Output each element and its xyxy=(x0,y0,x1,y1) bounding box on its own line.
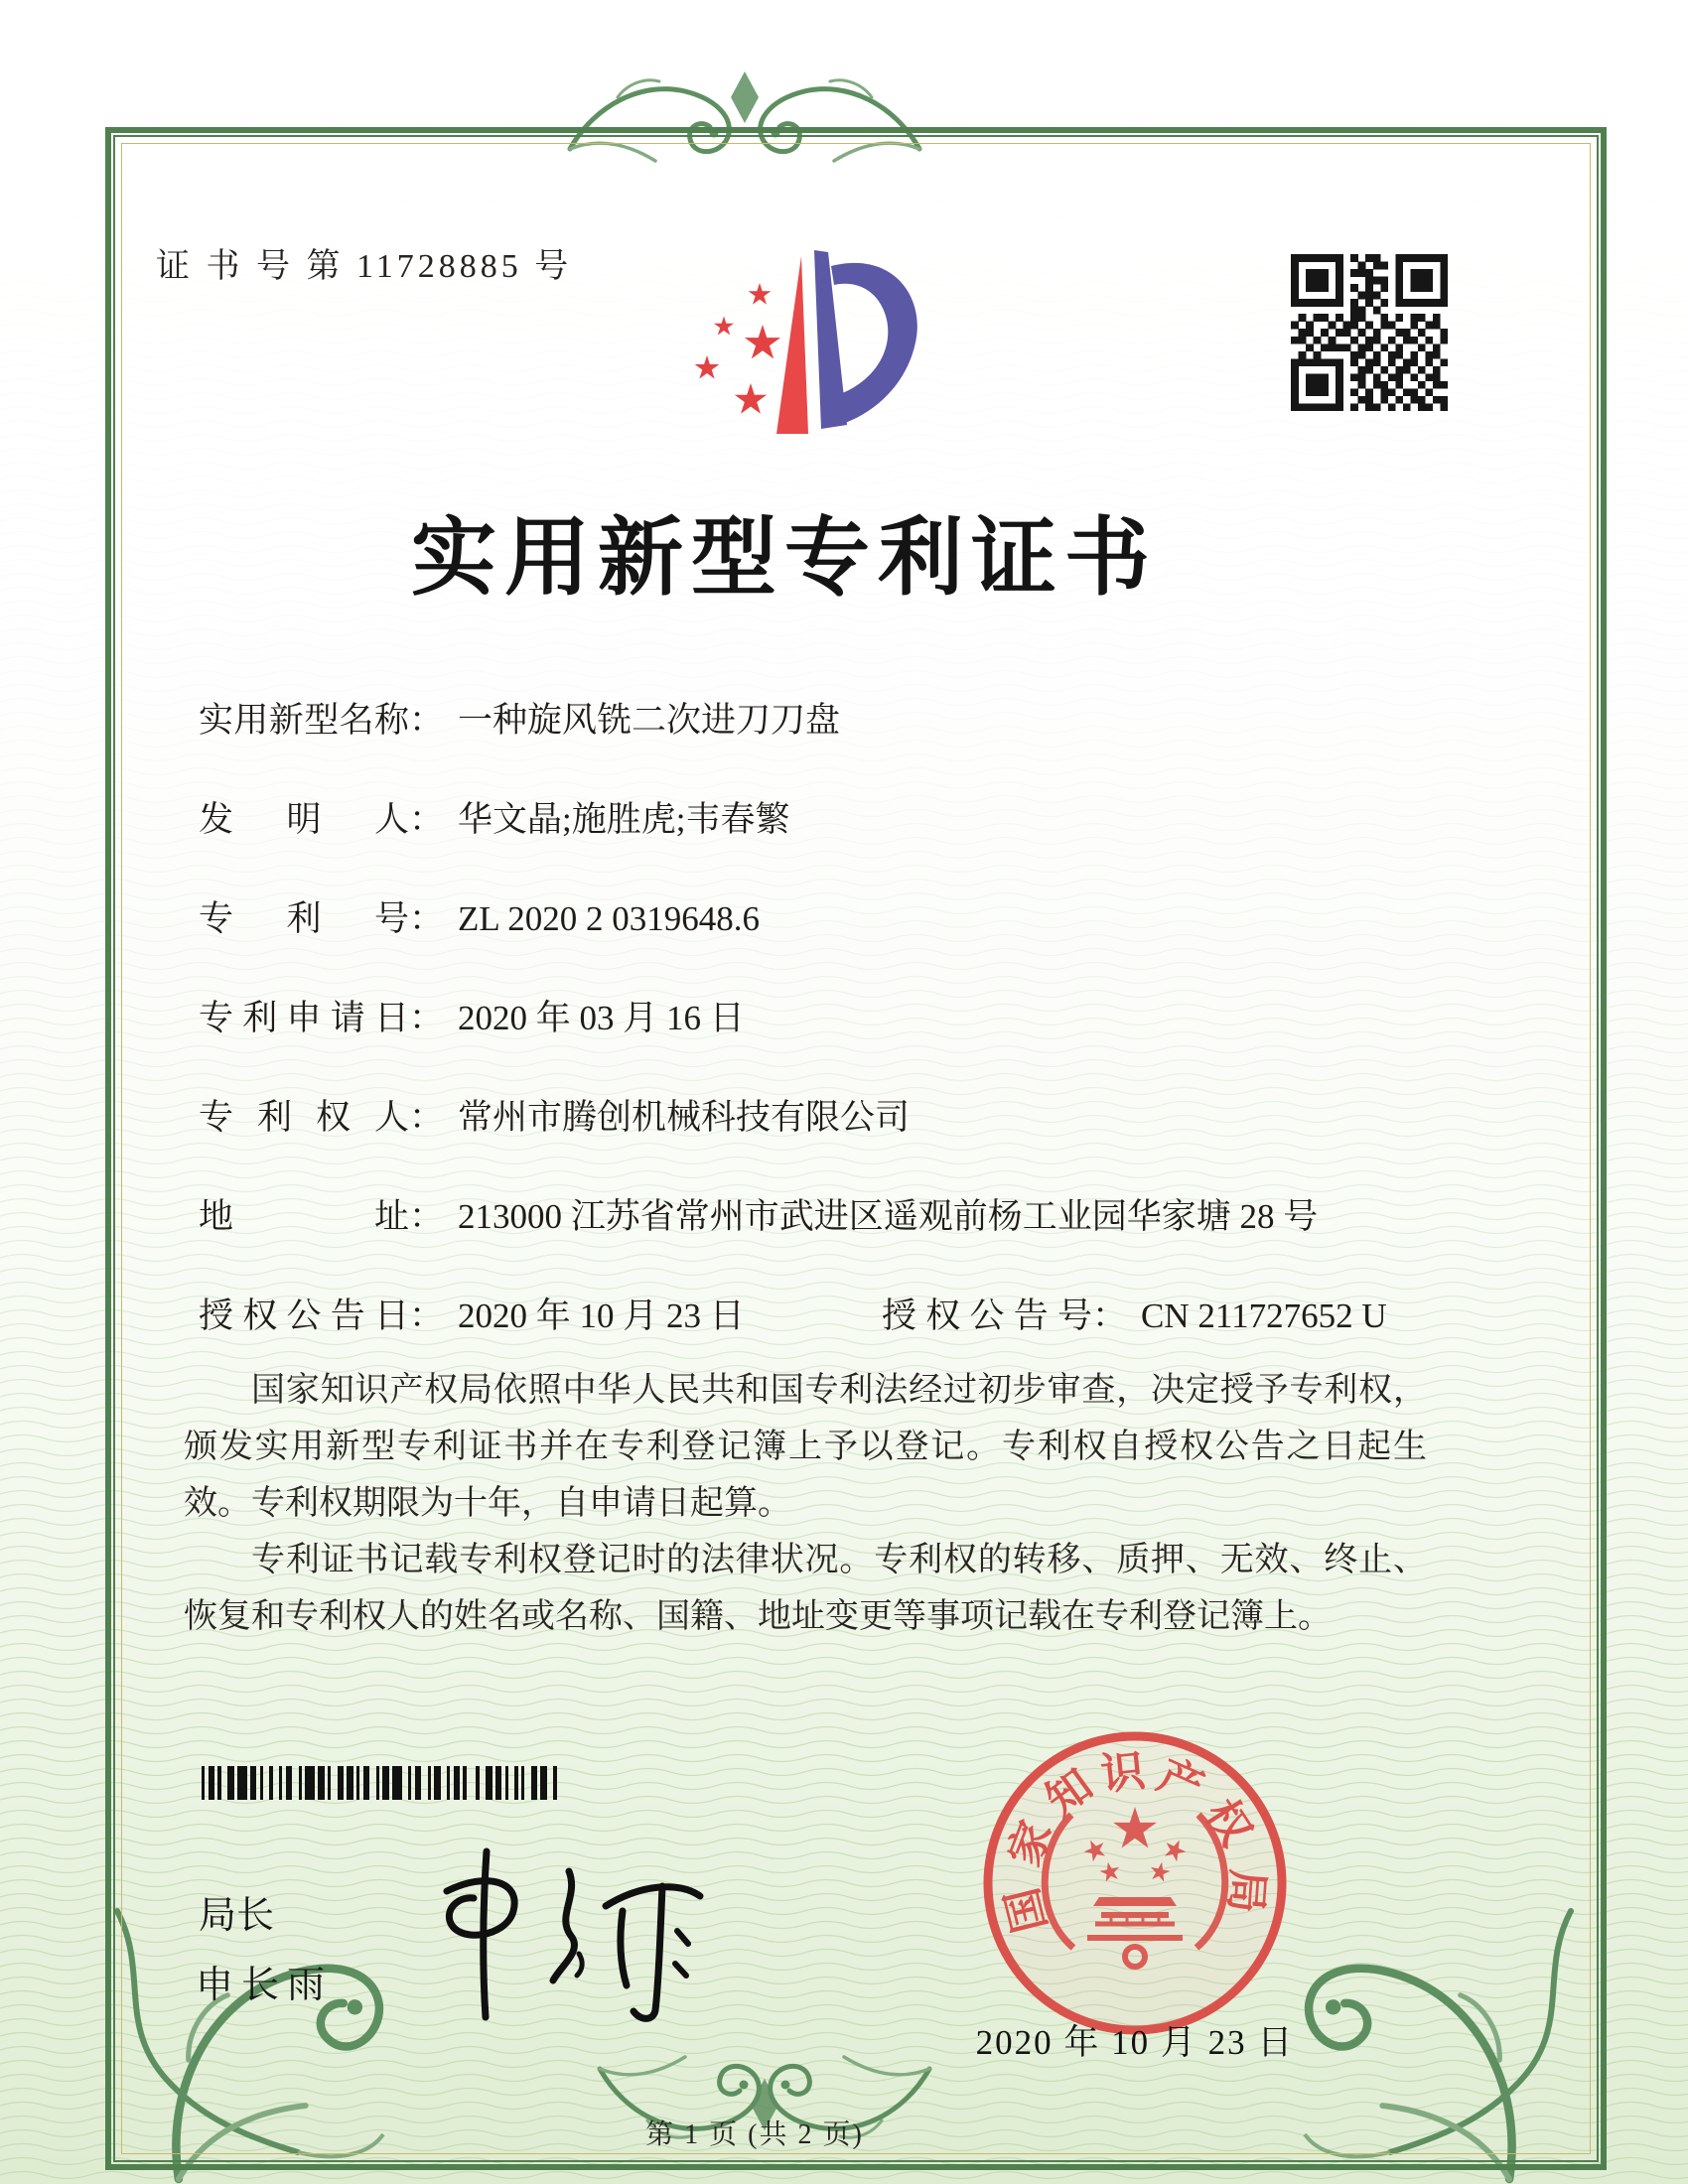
field-colon: ： xyxy=(1092,1297,1128,1335)
svg-text:知: 知 xyxy=(1037,1760,1102,1826)
official-seal xyxy=(976,1727,1294,2045)
commissioner-signature xyxy=(402,1837,710,2030)
svg-text:识: 识 xyxy=(1098,1746,1148,1800)
field-value: 2020 年 03 月 16 日 xyxy=(458,999,745,1037)
field-label: 专利申请日 xyxy=(199,999,409,1037)
field-label: 地址 xyxy=(199,1197,409,1236)
field-row-inventors xyxy=(199,797,789,843)
svg-text:国: 国 xyxy=(997,1882,1056,1938)
seal-date: 2020 年 10 月 23 日 xyxy=(975,2023,1295,2062)
field-row-filing-date xyxy=(199,996,745,1041)
grant-number-group xyxy=(882,1294,1387,1339)
field-colon: ： xyxy=(409,800,445,839)
field-row-utility-model-name xyxy=(199,698,840,744)
certificate-number: 证 书 号 第 11728885 号 xyxy=(156,248,573,285)
field-value: ZL 2020 2 0319648.6 xyxy=(458,899,760,938)
field-value: 常州市腾创机械科技有限公司 xyxy=(458,1098,911,1137)
logo-blue-bowl xyxy=(831,263,917,424)
cnipa-logo-icon xyxy=(635,233,933,457)
commissioner-name: 申长雨 xyxy=(196,1965,334,2006)
grant-number-value: CN 211727652 U xyxy=(1141,1297,1387,1335)
field-colon: ： xyxy=(409,1098,445,1137)
legal-paragraph-2: 专利证书记载专利权登记时的法律状况。专利权的转移、质押、无效、终止、恢复和专利权人的姓名或名称、国籍、地址变更等事项记载在专利登记簿上。 xyxy=(184,1542,1427,1635)
field-colon: ： xyxy=(409,999,445,1037)
field-row-grant xyxy=(199,1294,1489,1339)
legal-paragraph-1: 国家知识产权局依照中华人民共和国专利法经过初步审查，决定授予专利权，颁发实用新型专利证书并在专利登记簿上予以登记。专利权自授权公告之日起生效。专利权期限为十年，自申请日起算。 xyxy=(184,1372,1427,1522)
logo-red-wedge xyxy=(776,256,808,434)
svg-text:局: 局 xyxy=(1220,1867,1272,1915)
qr-code xyxy=(1291,254,1448,411)
field-colon: ： xyxy=(409,701,445,740)
svg-text:家: 家 xyxy=(1000,1814,1061,1873)
field-label: 发明人 xyxy=(199,800,409,839)
field-value: 华文晶;施胜虎;韦春繁 xyxy=(458,800,790,839)
field-value: 一种旋风铣二次进刀刀盘 xyxy=(458,701,841,740)
field-label: 专利权人 xyxy=(199,1098,409,1137)
svg-text:权: 权 xyxy=(1196,1791,1261,1854)
grant-number-label: 授权公告号 xyxy=(882,1297,1092,1335)
field-value: 213000 江苏省常州市武进区遥观前杨工业园华家塘 28 号 xyxy=(458,1197,1319,1236)
page-footer: 第 1 页 (共 2 页) xyxy=(645,2119,864,2150)
field-colon: ： xyxy=(409,1297,445,1335)
field-row-address xyxy=(199,1194,1318,1240)
commissioner-title: 局长 xyxy=(199,1895,275,1937)
grant-date-label: 授权公告日 xyxy=(199,1297,409,1335)
field-row-patent-number xyxy=(199,896,760,942)
field-colon: ： xyxy=(409,1197,445,1236)
field-colon: ： xyxy=(409,899,445,938)
certificate-title: 实用新型专利证书 xyxy=(411,510,1158,606)
field-label: 实用新型名称 xyxy=(199,701,409,740)
legal-text xyxy=(184,1362,1427,1645)
field-label: 专利号 xyxy=(199,899,409,938)
field-row-patentee xyxy=(199,1095,910,1141)
barcode xyxy=(202,1766,557,1800)
grant-date-value: 2020 年 10 月 23 日 xyxy=(458,1297,745,1335)
svg-text:产: 产 xyxy=(1150,1750,1211,1814)
